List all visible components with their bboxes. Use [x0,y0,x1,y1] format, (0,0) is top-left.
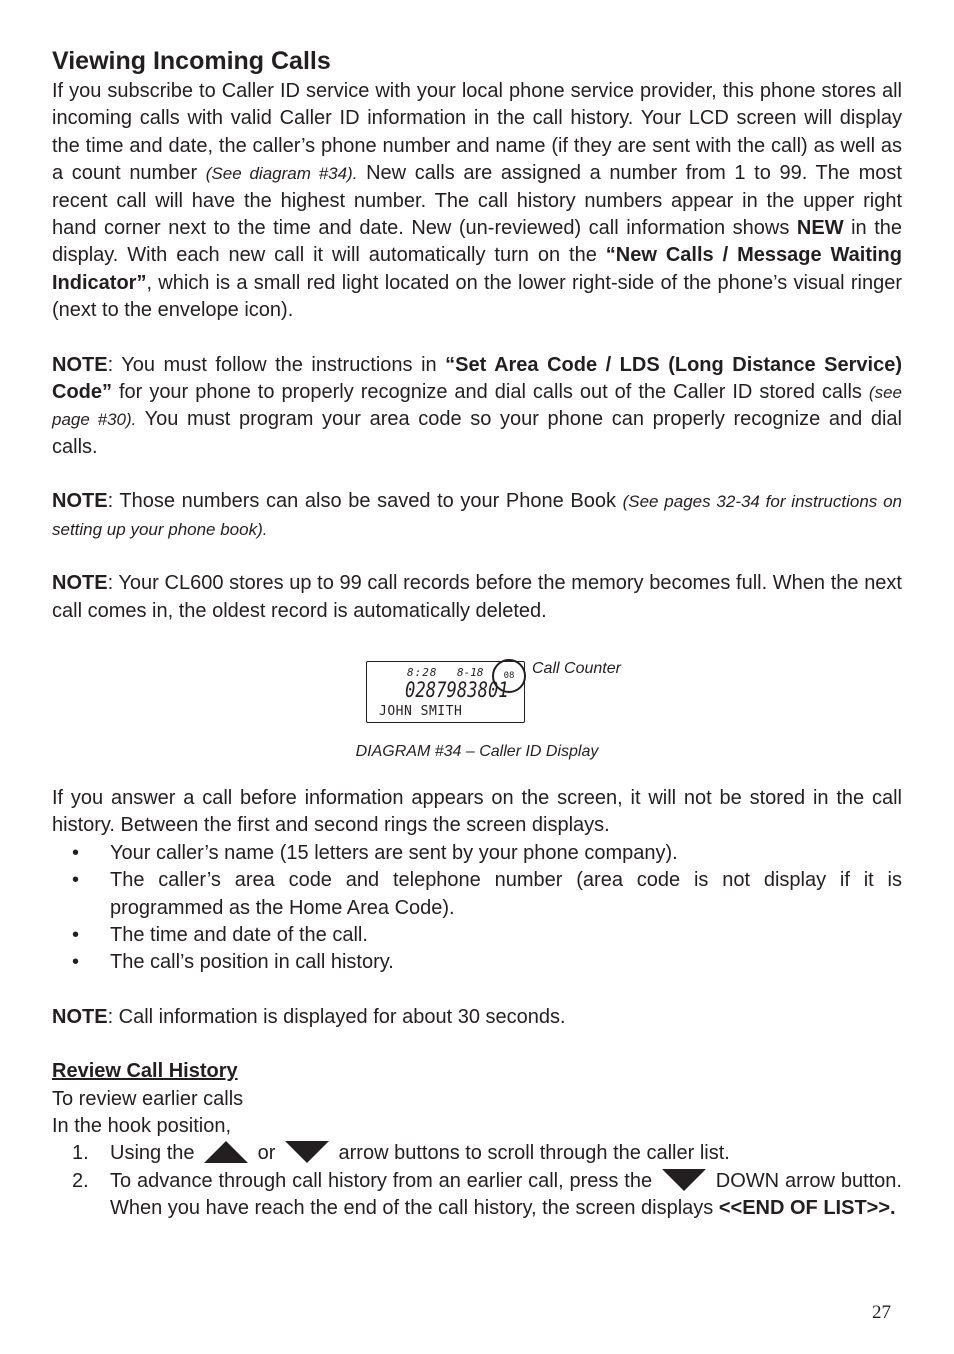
review-call-history-heading: Review Call History [52,1060,238,1083]
note1-ref: (see page #30). [52,383,902,430]
step2-text-a: To advance through call history from an earlier call, press the [110,1169,658,1192]
page-number: 27 [872,1302,891,1323]
page-title: Viewing Incoming Calls [52,47,331,75]
lcd-screen [366,661,525,723]
step1-text-b: arrow buttons to scroll through the caller list. [332,1142,730,1165]
caller-id-diagram [52,625,902,775]
intro-indicator-label: “New Calls / Message Waiting Indicator” [52,244,902,294]
intro-text-1: If you subscribe to Caller ID service with your local phone service provider, this phone stores all incoming calls with valid Caller ID information in the call history. Your LCD screen will display the time and date, the caller’s phone number and name (if they are sent with the call) as well as a count number [52,80,902,185]
lcd-caller-name: JOHN SMITH [379,703,463,719]
answer-paragraph: If you answer a call before information appears on the screen, it will not be stored in the call history. Between the first and second rings the screen displays. [52,786,902,837]
step2-text-b: DOWN arrow button. When you have reach the end of the call history, the screen displays [110,1169,902,1220]
end-of-list-label: <<END OF LIST>>. [718,1197,896,1220]
display-info-list [52,840,902,977]
page-content [52,44,902,1223]
note1-text-1: : You must follow the instructions in [107,353,446,376]
note-label: NOTE [52,572,108,595]
call-counter-callout: Call Counter [532,659,621,677]
bullet-icon: • [72,951,80,974]
note-area-code [52,352,902,462]
note1-bold: “Set Area Code / LDS (Long Distance Service) Code” [52,353,902,404]
step-number: 1. [72,1142,89,1165]
step1-text-a: Using the [110,1142,201,1165]
note1-text-2: for your phone to properly recognize and dial calls out of the Caller ID stored calls [112,381,869,404]
list-item-text: The time and date of the call. [110,923,368,946]
list-item [52,1168,902,1223]
review-line-1: To review earlier calls [52,1087,244,1110]
note2-text-1: : Those numbers can also be saved to your Phone Book [107,490,623,513]
lcd-phone-number: 0287983801 [405,677,509,702]
lcd-time: 8:28 [407,665,438,679]
intro-text-2: New calls are assigned a number from 1 to 99. The most recent call will have the highest number. The call history numbers appear in the upper right hand corner next to the time and date. New (un-reviewed) call information shows [52,162,902,240]
diagram-caption: DIAGRAM #34 – Caller ID Display [355,742,599,760]
note1-text-3: You must program your area code so your phone can properly recognize and dial calls. [52,408,902,458]
lcd-date: 8-18 [457,665,484,679]
step1-or: or [252,1142,281,1165]
note-label: NOTE [52,1005,108,1028]
bullet-icon: • [72,869,80,892]
list-item-text: The caller’s area code and telephone number (area code is not display if it is programmed as the Home Area Code). [110,869,902,919]
note-label: NOTE [52,353,108,376]
intro-new-label: NEW [796,217,844,240]
list-item [52,840,902,867]
list-item-text: Your caller’s name (15 letters are sent by your phone company). [110,841,678,864]
note-label: NOTE [52,490,108,513]
intro-paragraph [52,78,902,325]
intro-text-4: , which is a small red light located on the lower right-side of the phone’s visual ringer (next to the envelope icon). [52,271,902,322]
list-item [52,949,902,976]
note3-text-1: : Your CL600 stores up to 99 call records before the memory becomes full. When the next call comes in, the oldest record is automatically deleted. [52,572,902,622]
note-memory [52,570,902,625]
step-number: 2. [72,1169,89,1192]
down-arrow-icon [285,1141,329,1163]
list-item [52,922,902,949]
list-item-text: The call’s position in call history. [110,951,394,974]
up-arrow-icon [204,1141,248,1163]
bullet-icon: • [72,841,80,864]
note-phone-book [52,488,902,543]
bullet-icon: • [72,923,80,946]
note4-text-1: : Call information is displayed for about 30 seconds. [107,1005,566,1028]
intro-diagram-ref: (See diagram #34). [205,164,358,184]
down-arrow-icon [662,1169,706,1191]
list-item [52,1140,902,1167]
review-steps [52,1140,902,1222]
note-display-duration [52,1004,902,1031]
list-item [52,867,902,922]
lcd-call-counter: 08 [492,659,526,693]
intro-text-3: in the display. With each new call it will automatically turn on the [52,217,903,267]
note2-ref: (See pages 32-34 for instructions on setting up your phone book). [52,492,902,539]
review-line-2: In the hook position, [52,1114,232,1137]
